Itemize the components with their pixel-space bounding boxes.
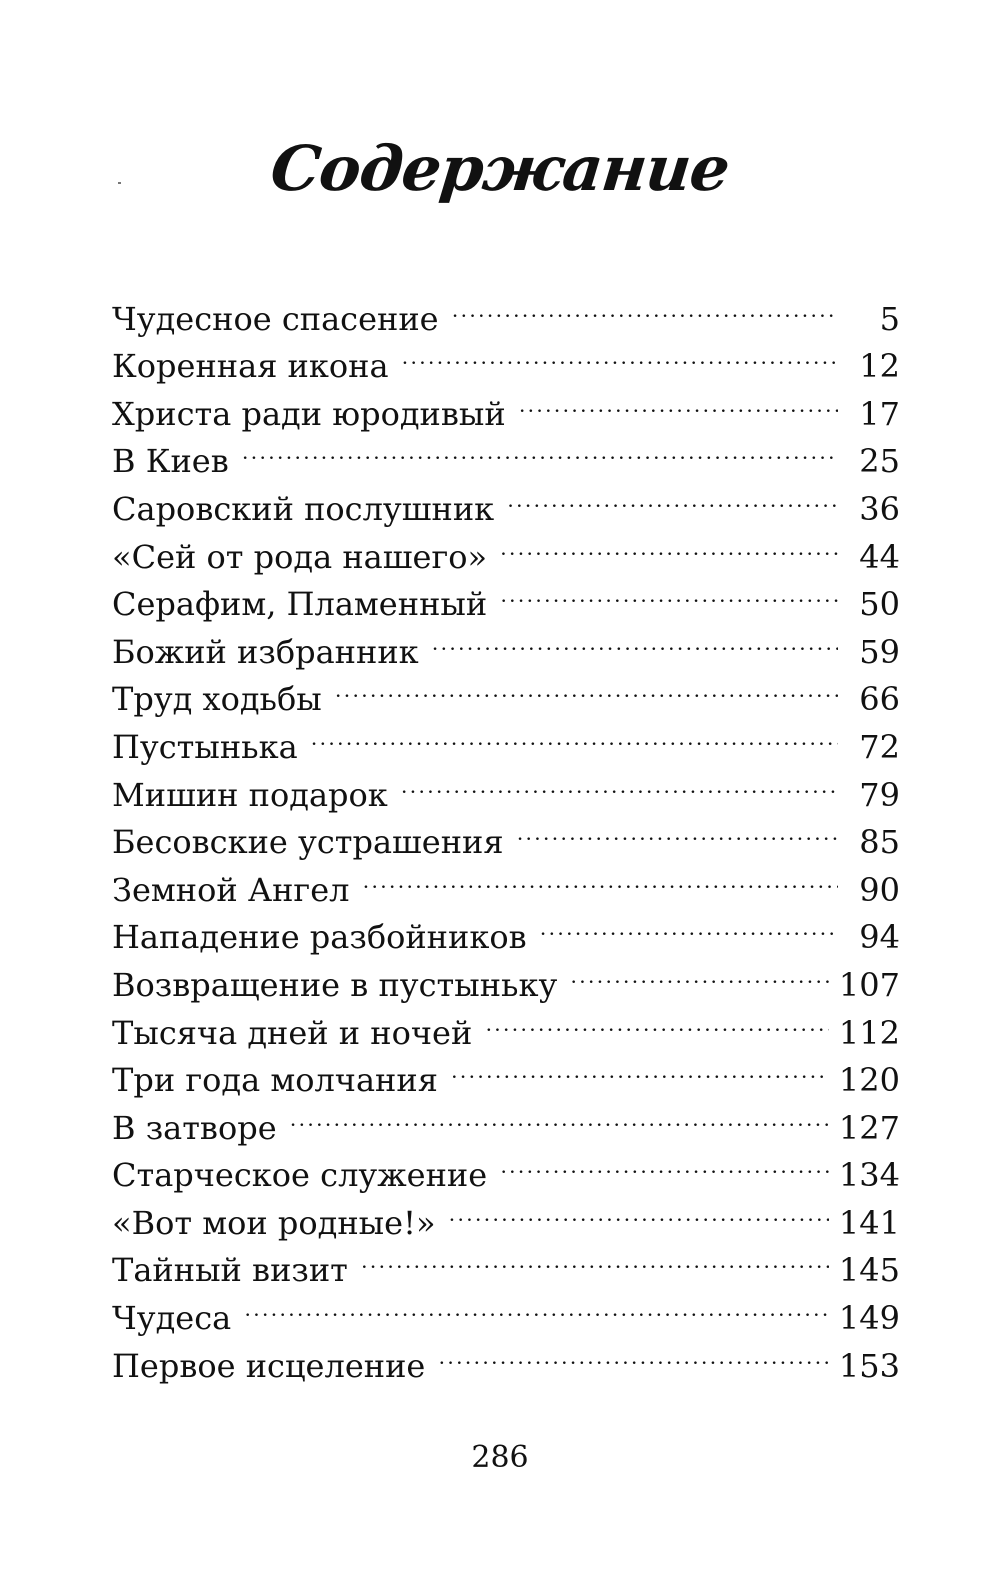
toc-entry-page: 79: [859, 775, 900, 814]
toc-entry-title: Коренная икона: [112, 347, 389, 386]
dot-leader: [402, 758, 838, 806]
toc-entry-page: 112: [838, 1013, 900, 1052]
toc-entry-title: В Киев: [112, 442, 229, 481]
toc-entry-page: 149: [838, 1299, 900, 1338]
toc-entry-title: «Вот мои родные!»: [112, 1203, 436, 1242]
toc-entry-page: 36: [859, 489, 900, 528]
toc-entry-title: Мишин подарок: [112, 775, 388, 814]
toc-entry-title: Труд ходьбы: [112, 680, 322, 719]
toc-entry-page: 85: [859, 823, 900, 862]
toc-entry-title: Три года молчания: [112, 1061, 438, 1100]
toc-entry: [112, 282, 900, 338]
dot-leader: [291, 1091, 829, 1139]
toc-entry-page: 50: [859, 585, 900, 624]
toc-entry-title: Серафим, Пламенный: [112, 585, 488, 624]
page-title: Содержание: [267, 132, 733, 205]
toc-entry-title: Пустынька: [112, 727, 298, 766]
toc-entry-page: 66: [859, 680, 900, 719]
dot-leader: [520, 377, 838, 425]
toc-entry-page: 59: [859, 632, 900, 671]
dot-leader: [363, 853, 838, 901]
toc-entry-page: 94: [859, 918, 900, 957]
toc-entry-title: «Сей от рода нашего»: [112, 537, 488, 576]
toc-entry-page: 72: [859, 727, 900, 766]
toc-entry-page: 25: [859, 442, 900, 481]
dot-leader: [518, 806, 838, 854]
toc-entry-title: Бесовские устрашения: [112, 823, 504, 862]
dot-leader: [403, 330, 838, 378]
toc-entry-title: Нападение разбойников: [112, 918, 527, 957]
dot-leader: [501, 568, 838, 616]
dot-leader: [453, 282, 838, 330]
toc-entry-page: 90: [859, 870, 900, 909]
dot-leader: [508, 472, 838, 520]
toc-entry-title: Земной Ангел: [112, 870, 350, 909]
toc-entry-title: Тайный визит: [112, 1251, 348, 1290]
dot-leader: [486, 996, 829, 1044]
toc-entry-title: Первое исцеление: [112, 1346, 426, 1385]
dot-leader: [433, 615, 838, 663]
toc-entry-title: В затворе: [112, 1108, 277, 1147]
dot-leader: [501, 1139, 829, 1187]
dot-leader: [501, 520, 838, 568]
toc-entry-page: 107: [838, 965, 900, 1004]
dot-leader: [312, 710, 838, 758]
dot-leader: [336, 663, 838, 711]
dot-leader: [439, 1329, 829, 1377]
toc-entry-page: 145: [838, 1251, 900, 1290]
toc-entry-page: 120: [838, 1061, 900, 1100]
page-number: 286: [471, 1440, 529, 1475]
toc-entry-title: Саровский послушник: [112, 489, 495, 528]
toc-entry-title: Старческое служение: [112, 1156, 488, 1195]
toc-entry-title: Чудесное спасение: [112, 299, 439, 338]
dot-leader: [245, 1281, 829, 1329]
toc-entry-page: 12: [859, 347, 900, 386]
dot-leader: [571, 948, 829, 996]
dot-leader: [452, 1044, 829, 1092]
toc-entry-title: Христа ради юродивый: [112, 394, 506, 433]
dot-leader: [450, 1186, 829, 1234]
toc-entry-page: 5: [879, 299, 900, 338]
dot-leader: [243, 425, 838, 473]
toc-entry-page: 141: [838, 1203, 900, 1242]
toc-entry-page: 134: [838, 1156, 900, 1195]
toc-entry-page: 127: [838, 1108, 900, 1147]
dot-leader: [362, 1234, 829, 1282]
dot-leader: [541, 901, 838, 949]
toc-entry-page: 153: [838, 1346, 900, 1385]
table-of-contents: [112, 282, 900, 1385]
toc-entry-title: Божий избранник: [112, 632, 419, 671]
toc-entry-title: Чудеса: [112, 1299, 232, 1338]
toc-entry-page: 44: [859, 537, 900, 576]
toc-entry-title: Тысяча дней и ночей: [112, 1013, 473, 1052]
toc-entry-page: 17: [859, 394, 900, 433]
toc-entry-title: Возвращение в пустыньку: [112, 965, 558, 1004]
